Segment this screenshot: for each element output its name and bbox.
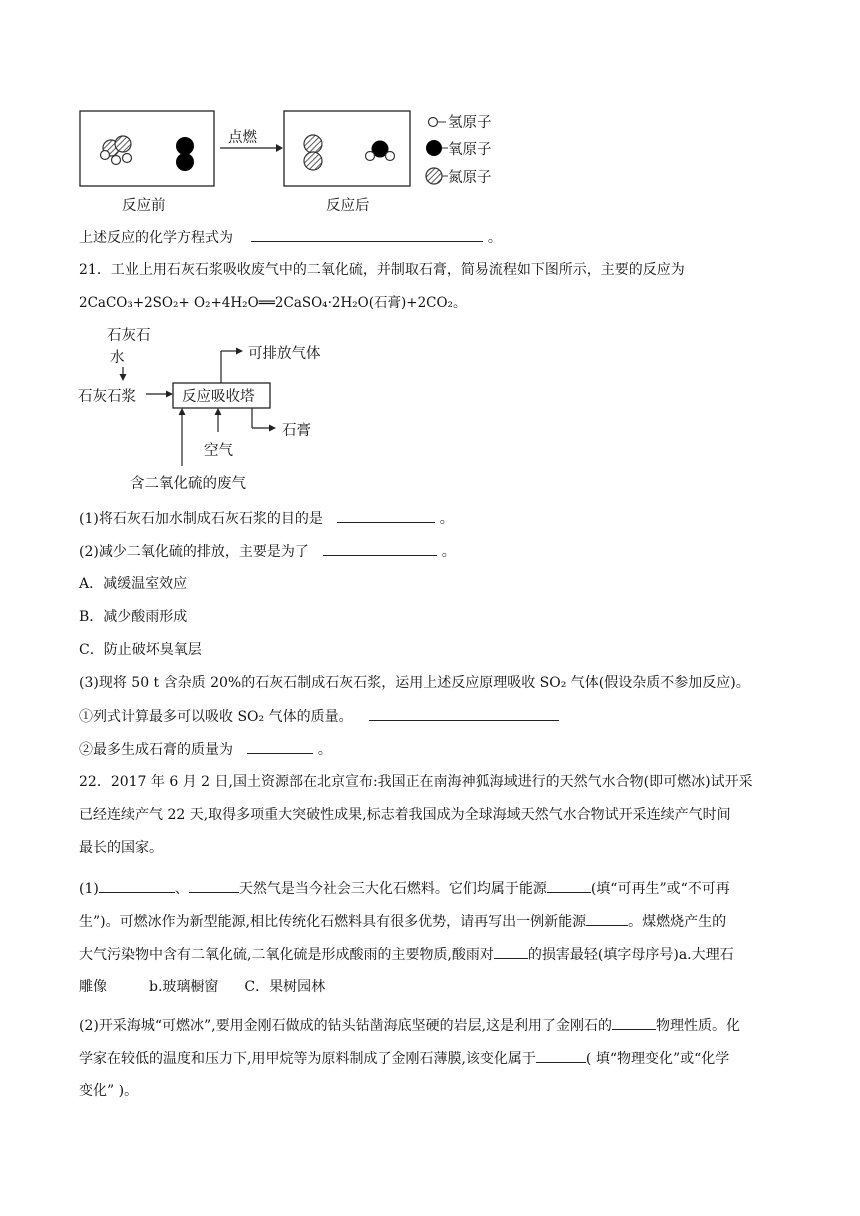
q22-blank-4[interactable] (586, 911, 628, 926)
q21-option-a: A．减缓温室效应 (79, 576, 188, 592)
legend-hydrogen: 氢原子 (448, 115, 492, 131)
after-label: 反应后 (326, 198, 370, 214)
q21-p2: (2)减少二氧化硫的排放，主要是为了 。 (79, 541, 456, 562)
oxygen-atom (176, 137, 194, 155)
before-label: 反应前 (122, 198, 166, 214)
q21-p1-blank[interactable] (337, 508, 435, 523)
before-box (80, 111, 214, 186)
q20-text: 上述反应的化学方程式为 (79, 230, 233, 246)
q22-l7a: 雕像 (79, 979, 107, 995)
flow-slurry: 石灰石浆 (78, 389, 136, 405)
q22-line-1: 22．2017 年 6 月 2 日,国土资源部在北京宣布:我国正在南海神狐海域进行的天然气水合物(即可燃冰)试开采 (79, 774, 753, 790)
q22-blank-5[interactable] (494, 944, 528, 959)
q22-l8b: 物理性质。化 (656, 1018, 741, 1034)
q22-l6a: 大气污染物中含有二氧化硫,二氧化硫是形成酸雨的主要物质,酸雨对 (79, 947, 494, 963)
legend-nitrogen-icon (426, 168, 442, 184)
hydrogen-atom (366, 152, 375, 161)
q20-line: 上述反应的化学方程式为 。 (79, 227, 502, 248)
q21-equation (79, 293, 466, 313)
q22-l7c: C．果树园林 (244, 979, 326, 995)
legend-oxygen: 氧原子 (448, 142, 492, 158)
oxygen-atom (176, 153, 194, 171)
q22-line-3: 最长的国家。 (79, 840, 163, 856)
hydrogen-atom (386, 152, 395, 161)
hydrogen-atom (101, 151, 110, 160)
legend-oxygen-icon (426, 140, 442, 156)
q21-intro: 21．工业上用石灰石浆吸收废气中的二氧化硫，并制取石膏，简易流程如下图所示，主要的反应为 (79, 262, 685, 278)
hydrogen-atom (112, 156, 121, 165)
reaction-diagram (78, 106, 518, 218)
q22-line-6 (79, 944, 734, 965)
arrow-label: 点燃 (228, 130, 257, 146)
nitrogen-atom (304, 135, 322, 153)
q22-blank-7[interactable] (536, 1048, 586, 1063)
q22-l6b: 的损害最轻(填字母序号)a.大理石 (527, 947, 734, 963)
q22-blank-1[interactable] (99, 878, 175, 893)
q22-l7b: b.玻璃橱窗 (149, 979, 219, 995)
flow-exhaust: 可排放气体 (248, 346, 321, 362)
flow-tower: 反应吸收塔 (182, 389, 255, 405)
flow-gypsum: 石膏 (282, 423, 311, 439)
q21-p3b-text: ②最多生成石膏的质量为 (79, 742, 233, 758)
nitrogen-atom (304, 152, 322, 170)
q22-l4b: 、 (174, 881, 189, 897)
q22-line-4 (79, 878, 730, 899)
q21-p1: (1)将石灰石加水制成石灰石浆的目的是 。 (79, 508, 454, 529)
q21-equation-text: 2CaCO₃+2SO₂+ O₂+4H₂O══2CaSO₄·2H₂O(石膏)+2CO₂。 (79, 295, 467, 311)
q21-option-c: C．防止破坏臭氧层 (79, 642, 202, 658)
flow-water: 水 (110, 350, 125, 366)
flow-waste-gas: 含二氧化硫的废气 (130, 476, 246, 492)
q22-line-10: 变化” )。 (79, 1083, 139, 1099)
q22-l5b: 。煤燃烧产生的 (628, 914, 727, 930)
q22-l9b: ( 填“物理变化”或“化学 (585, 1051, 730, 1067)
q22-line-2: 已经连续产气 22 天,取得多项重大突破性成果,标志着我国成为全球海域天然气水合物试开采连续产气时间 (79, 807, 731, 823)
q22-line-9 (79, 1048, 729, 1069)
flow-diagram (76, 322, 356, 494)
after-box (284, 111, 410, 186)
q22-l5a: 生”)。可燃冰作为新型能源,相比传统化石燃料具有很多优势，请再写出一例新能源 (79, 914, 587, 930)
q21-p3a (79, 706, 559, 727)
hydrogen-atom (123, 154, 132, 163)
flow-limestone: 石灰石 (107, 328, 151, 344)
legend-hydrogen-icon (429, 118, 438, 127)
q22-l9a: 学家在较低的温度和压力下,用甲烷等为原料制成了金刚石薄膜,该变化属于 (79, 1051, 536, 1067)
q21-p3b: ②最多生成石膏的质量为 。 (79, 739, 332, 760)
q21-p3a-blank[interactable] (369, 706, 559, 721)
flow-air: 空气 (204, 443, 233, 459)
q22-l4a: (1) (79, 881, 99, 897)
q22-blank-6[interactable] (612, 1015, 656, 1030)
q21-p2-blank[interactable] (323, 541, 437, 556)
q21-option-b: B．减少酸雨形成 (79, 609, 188, 625)
q21-p3: (3)现将 50 t 含杂质 20%的石灰石制成石灰石浆，运用上述反应原理吸收 SO₂ 气体(假设杂质不参加反应)。 (79, 675, 750, 691)
q22-blank-3[interactable] (547, 878, 591, 893)
legend-nitrogen: 氮原子 (448, 170, 492, 186)
q22-l4d: (填“可再生”或“不可再 (590, 881, 730, 897)
q22-line-8 (79, 1015, 740, 1036)
q21-p3b-blank[interactable] (247, 739, 313, 754)
q22-line-7 (79, 977, 325, 997)
q22-l4c: 天然气是当今社会三大化石燃料。它们均属于能源 (238, 881, 547, 897)
nitrogen-atom (115, 136, 131, 152)
q22-line-5 (79, 911, 726, 932)
q21-p2-text: (2)减少二氧化硫的排放，主要是为了 (79, 544, 309, 560)
q21-p1-text: (1)将石灰石加水制成石灰石浆的目的是 (79, 511, 323, 527)
q22-blank-2[interactable] (189, 878, 239, 893)
q20-answer-blank[interactable] (251, 227, 483, 242)
q22-l8a: (2)开采海城“可燃冰”,要用金刚石做成的钻头钻凿海底坚硬的岩层,这是利用了金刚石的 (79, 1018, 613, 1034)
q21-p3a-text: ①列式计算最多可以吸收 SO₂ 气体的质量。 (79, 709, 353, 725)
